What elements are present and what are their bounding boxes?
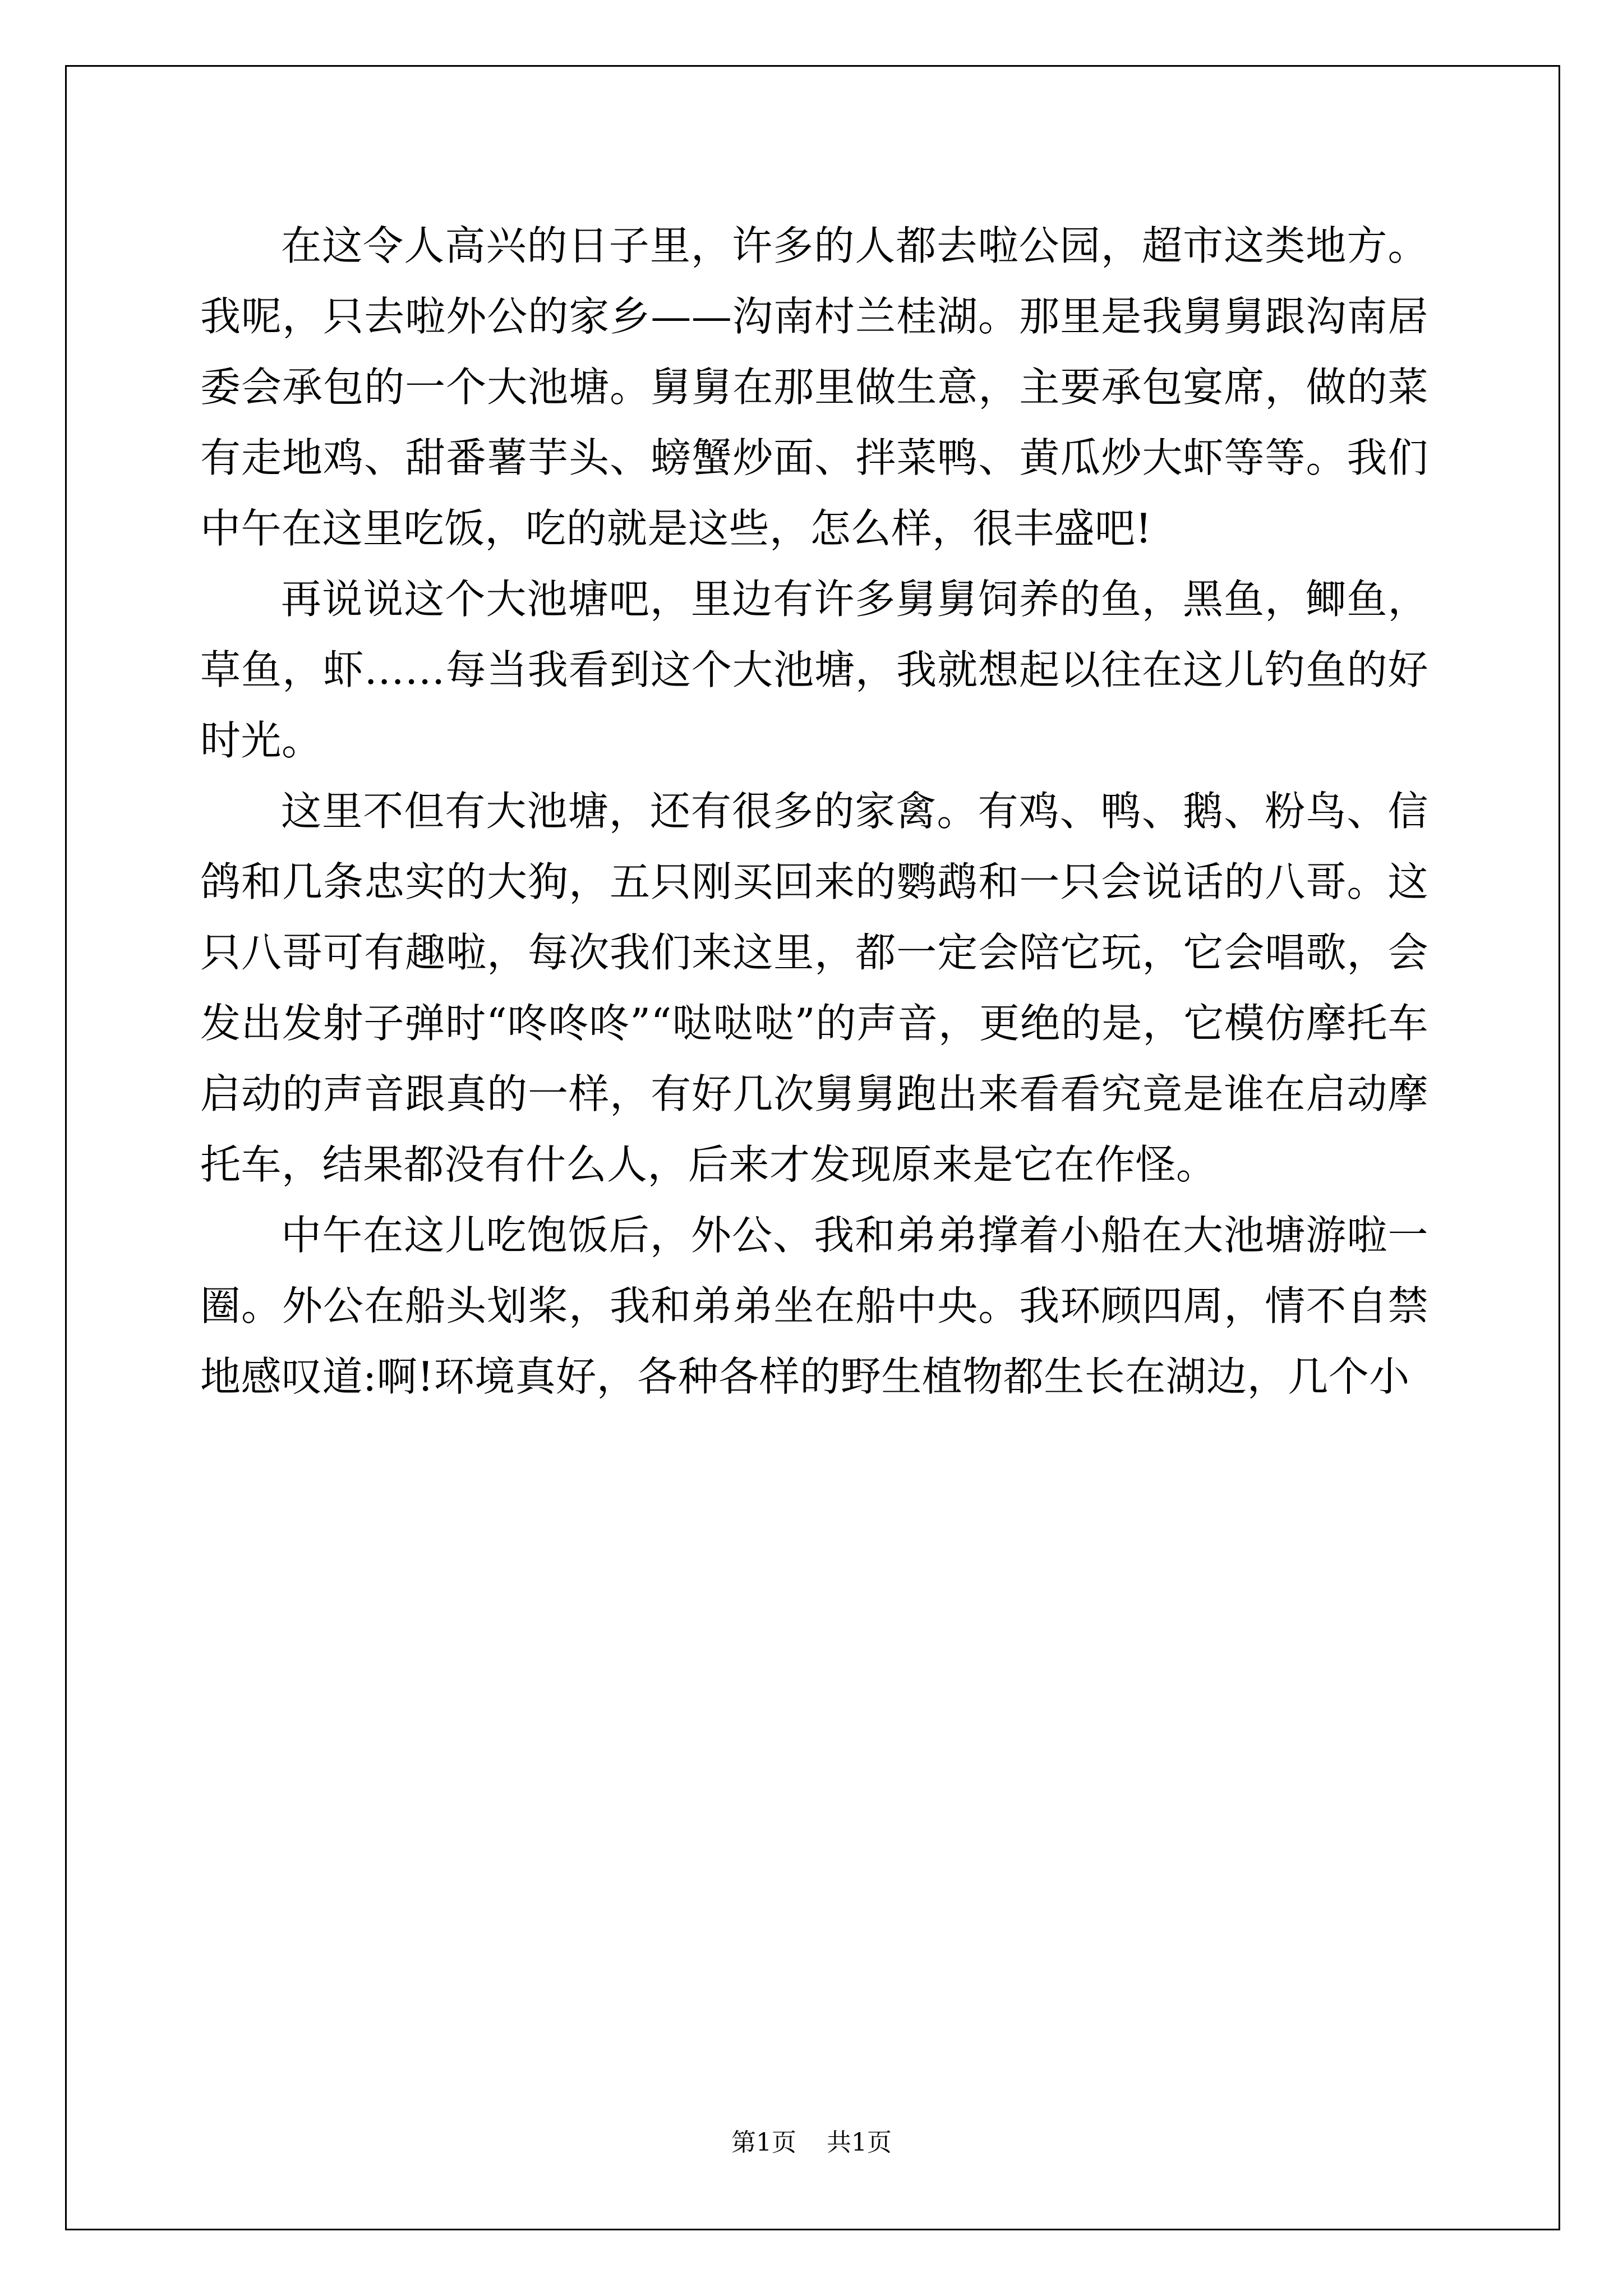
document-body (200, 210, 1428, 1412)
page-footer (0, 2126, 1623, 2160)
paragraph-2: 再说说这个大池塘吧，里边有许多舅舅饲养的鱼，黑鱼，鲫鱼，草鱼，虾……每当我看到这个大池塘，我就想起以往在这儿钓鱼的好时光。 (200, 576, 1428, 764)
paragraph-4: 中午在这儿吃饱饭后，外公、我和弟弟撑着小船在大池塘游啦一圈。外公在船头划桨，我和弟弟坐在船中央。我环顾四周，情不自禁地感叹道:啊!环境真好，各种各样的野生植物都生长在湖边，几个小 (200, 1212, 1428, 1400)
page-total: 共1页 (827, 2128, 892, 2157)
page-number: 第1页 (731, 2128, 796, 2157)
paragraph-1: 在这令人高兴的日子里，许多的人都去啦公园，超市这类地方。我呢，只去啦外公的家乡——沟南村兰桂湖。那里是我舅舅跟沟南居委会承包的一个大池塘。舅舅在那里做生意，主要承包宴席，做的菜有走地鸡、甜番薯芋头、螃蟹炒面、拌菜鸭、黄瓜炒大虾等等。我们中午在这里吃饭，吃的就是这些，怎么样，很丰盛吧! (200, 222, 1428, 552)
paragraph-3: 这里不但有大池塘，还有很多的家禽。有鸡、鸭、鹅、粉鸟、信鸽和几条忠实的大狗，五只刚买回来的鹦鹉和一只会说话的八哥。这只八哥可有趣啦，每次我们来这里，都一定会陪它玩，它会唱歌，会发出发射子弹时“咚咚咚”“哒哒哒”的声音，更绝的是，它模仿摩托车启动的声音跟真的一样，有好几次舅舅跑出来看看究竟是谁在启动摩托车，结果都没有什么人，后来才发现原来是它在作怪。 (200, 788, 1428, 1188)
